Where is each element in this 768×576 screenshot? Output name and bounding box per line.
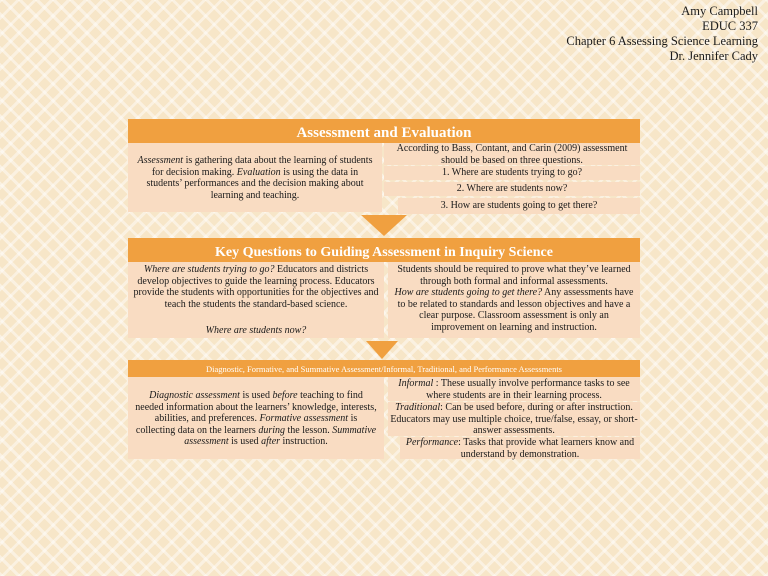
assessment-definition-cell: Assessment is gathering data about the learning of students for decision making. Evaluation is using the data in students’ performances and the decision making about learning and teaching. bbox=[128, 143, 382, 212]
performance-assessment-cell: Performance: Tasks that provide what learners know and understand by demonstration. bbox=[400, 437, 640, 459]
traditional-assessment-cell: Traditional: Can be used before, during or after instruction. Educators may use multiple choice, true/false, essay, or short-answer assessments. bbox=[388, 402, 640, 436]
assessment-types-left-cell: Diagnostic assessment is used before teaching to find needed information about the learners’ knowledge, interests, abilities, and preferences. Formative assessment is collecting data on the learners during the lesson. Summative assessment is used after instruction. bbox=[128, 377, 384, 459]
informal-assessment-cell: Informal : These usually involve performance tasks to see where students are in their learning process. bbox=[388, 377, 640, 401]
assessment-types-title: Diagnostic, Formative, and Summative Assessment/Informal, Traditional, and Performance Assessments bbox=[128, 360, 640, 377]
assessment-evaluation-title: Assessment and Evaluation bbox=[128, 119, 640, 143]
assessment-question-1: 1. Where are students trying to go? bbox=[384, 166, 640, 180]
down-arrow-icon bbox=[361, 215, 407, 236]
assessment-question-3: 3. How are students going to get there? bbox=[398, 198, 640, 214]
slide-header bbox=[566, 4, 758, 64]
down-arrow-icon bbox=[366, 341, 398, 359]
assessment-question-2: 2. Where are students now? bbox=[384, 182, 640, 196]
where-now-question: Where are students now? bbox=[205, 325, 307, 336]
chapter-title: Chapter 6 Assessing Science Learning bbox=[566, 34, 758, 48]
key-questions-left-cell: Where are students trying to go? Educators and districts develop objectives to guide the learning process. Educators provide the students with opportunities for the objectives and teach the students the standard-based science. bbox=[128, 262, 384, 338]
key-questions-title: Key Questions to Guiding Assessment in Inquiry Science bbox=[128, 238, 640, 262]
instructor-name: Dr. Jennifer Cady bbox=[669, 49, 758, 63]
author-name: Amy Campbell bbox=[681, 4, 758, 18]
key-questions-right-cell: Students should be required to prove what they’ve learned through both formal and informal assessments. How are students going to get there? Any assessments have to be related to standards and lesson objectives and have a clear purpose. Classroom assessment is only an improvement on learning and instruction. bbox=[388, 262, 640, 338]
assessment-questions-intro: According to Bass, Contant, and Carin (2009) assessment should be based on three questions. bbox=[384, 143, 640, 165]
course-code: EDUC 337 bbox=[702, 19, 758, 33]
